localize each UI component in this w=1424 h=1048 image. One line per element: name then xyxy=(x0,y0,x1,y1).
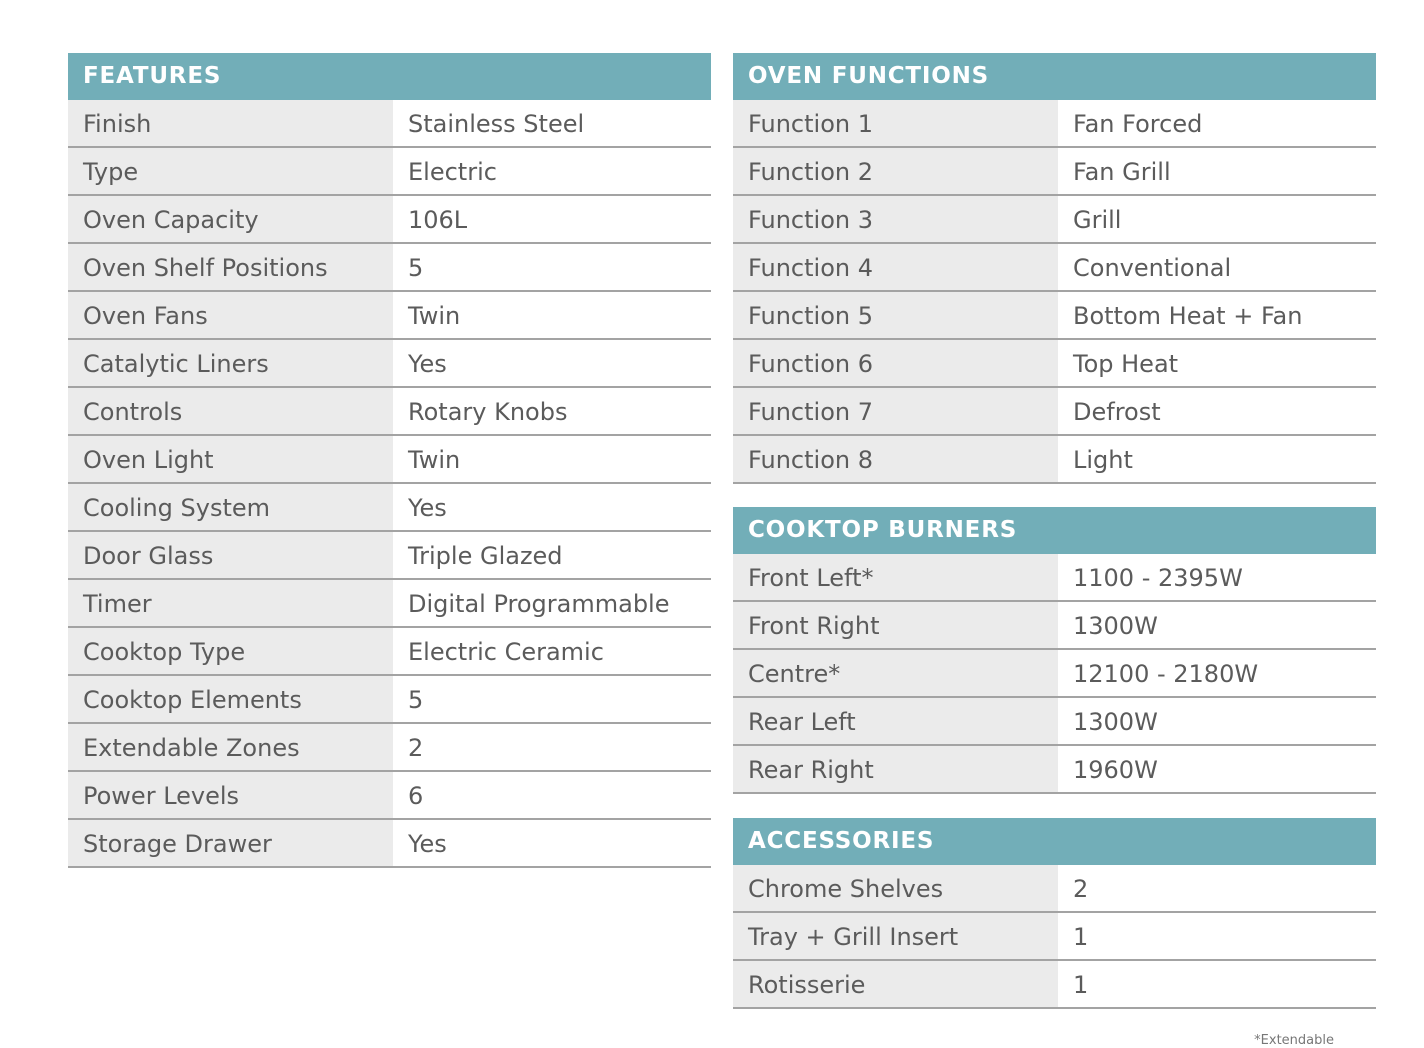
row-value: Conventional xyxy=(1058,244,1376,290)
table-row xyxy=(68,148,711,196)
table-row xyxy=(733,148,1376,196)
row-value: Fan Forced xyxy=(1058,100,1376,146)
row-value: 2 xyxy=(1058,865,1376,911)
row-label: Cooktop Elements xyxy=(68,676,393,722)
row-value: Rotary Knobs xyxy=(393,388,711,434)
row-value: Fan Grill xyxy=(1058,148,1376,194)
row-value: 5 xyxy=(393,676,711,722)
row-value: Top Heat xyxy=(1058,340,1376,386)
row-label: Function 2 xyxy=(733,148,1058,194)
row-label: Function 7 xyxy=(733,388,1058,434)
row-label: Storage Drawer xyxy=(68,820,393,866)
cooktop-burners-header: COOKTOP BURNERS xyxy=(733,507,1376,554)
row-label: Centre* xyxy=(733,650,1058,696)
row-value: 106L xyxy=(393,196,711,242)
row-value: Yes xyxy=(393,820,711,866)
row-value: Bottom Heat + Fan xyxy=(1058,292,1376,338)
footnote: *Extendable xyxy=(1254,1033,1334,1048)
row-value: Twin xyxy=(393,436,711,482)
row-value: Grill xyxy=(1058,196,1376,242)
table-row xyxy=(733,436,1376,484)
features-rows xyxy=(68,100,711,868)
row-label: Function 3 xyxy=(733,196,1058,242)
table-row xyxy=(733,865,1376,913)
table-row xyxy=(68,676,711,724)
row-label: Timer xyxy=(68,580,393,626)
row-label: Oven Shelf Positions xyxy=(68,244,393,290)
row-label: Power Levels xyxy=(68,772,393,818)
oven-functions-rows xyxy=(733,100,1376,484)
row-label: Rear Left xyxy=(733,698,1058,744)
row-label: Oven Fans xyxy=(68,292,393,338)
table-row xyxy=(68,724,711,772)
row-label: Front Left* xyxy=(733,554,1058,600)
row-value: 1100 - 2395W xyxy=(1058,554,1376,600)
table-row xyxy=(733,746,1376,794)
row-label: Oven Capacity xyxy=(68,196,393,242)
oven-functions-table xyxy=(733,53,1376,484)
row-value: Light xyxy=(1058,436,1376,482)
features-header: FEATURES xyxy=(68,53,711,100)
row-label: Chrome Shelves xyxy=(733,865,1058,911)
table-row xyxy=(733,913,1376,961)
row-label: Function 4 xyxy=(733,244,1058,290)
row-value: Yes xyxy=(393,340,711,386)
table-row xyxy=(733,650,1376,698)
cooktop-burners-rows xyxy=(733,554,1376,794)
table-row xyxy=(68,628,711,676)
accessories-table xyxy=(733,818,1376,1009)
row-value: 1960W xyxy=(1058,746,1376,792)
row-label: Catalytic Liners xyxy=(68,340,393,386)
row-label: Function 8 xyxy=(733,436,1058,482)
row-label: Tray + Grill Insert xyxy=(733,913,1058,959)
row-label: Function 5 xyxy=(733,292,1058,338)
row-value: 1300W xyxy=(1058,602,1376,648)
row-label: Rotisserie xyxy=(733,961,1058,1007)
table-row xyxy=(68,484,711,532)
table-row xyxy=(68,436,711,484)
row-label: Function 1 xyxy=(733,100,1058,146)
row-label: Function 6 xyxy=(733,340,1058,386)
row-label: Type xyxy=(68,148,393,194)
table-row xyxy=(733,196,1376,244)
table-row xyxy=(68,244,711,292)
table-row xyxy=(733,100,1376,148)
row-value: Electric xyxy=(393,148,711,194)
row-value: 1 xyxy=(1058,961,1376,1007)
table-row xyxy=(68,292,711,340)
table-row xyxy=(68,196,711,244)
row-value: Electric Ceramic xyxy=(393,628,711,674)
table-row xyxy=(68,580,711,628)
table-row xyxy=(68,100,711,148)
row-value: Digital Programmable xyxy=(393,580,711,626)
table-row xyxy=(733,244,1376,292)
row-value: 1 xyxy=(1058,913,1376,959)
row-label: Cooktop Type xyxy=(68,628,393,674)
table-row xyxy=(733,961,1376,1009)
row-label: Oven Light xyxy=(68,436,393,482)
accessories-header: ACCESSORIES xyxy=(733,818,1376,865)
table-row xyxy=(68,820,711,868)
row-value: 6 xyxy=(393,772,711,818)
row-label: Finish xyxy=(68,100,393,146)
row-value: Twin xyxy=(393,292,711,338)
table-row xyxy=(733,602,1376,650)
row-label: Extendable Zones xyxy=(68,724,393,770)
row-label: Cooling System xyxy=(68,484,393,530)
cooktop-burners-table xyxy=(733,507,1376,794)
table-row xyxy=(733,340,1376,388)
row-value: 1300W xyxy=(1058,698,1376,744)
accessories-rows xyxy=(733,865,1376,1009)
table-row xyxy=(733,698,1376,746)
row-value: Stainless Steel xyxy=(393,100,711,146)
row-value: 5 xyxy=(393,244,711,290)
table-row xyxy=(68,772,711,820)
features-table xyxy=(68,53,711,868)
table-row xyxy=(733,292,1376,340)
row-label: Front Right xyxy=(733,602,1058,648)
row-value: Triple Glazed xyxy=(393,532,711,578)
row-value: 2 xyxy=(393,724,711,770)
table-row xyxy=(68,340,711,388)
oven-functions-header: OVEN FUNCTIONS xyxy=(733,53,1376,100)
row-label: Rear Right xyxy=(733,746,1058,792)
table-row xyxy=(733,554,1376,602)
table-row xyxy=(68,532,711,580)
row-label: Door Glass xyxy=(68,532,393,578)
row-value: Defrost xyxy=(1058,388,1376,434)
table-row xyxy=(68,388,711,436)
row-value: 12100 - 2180W xyxy=(1058,650,1376,696)
row-value: Yes xyxy=(393,484,711,530)
table-row xyxy=(733,388,1376,436)
row-label: Controls xyxy=(68,388,393,434)
